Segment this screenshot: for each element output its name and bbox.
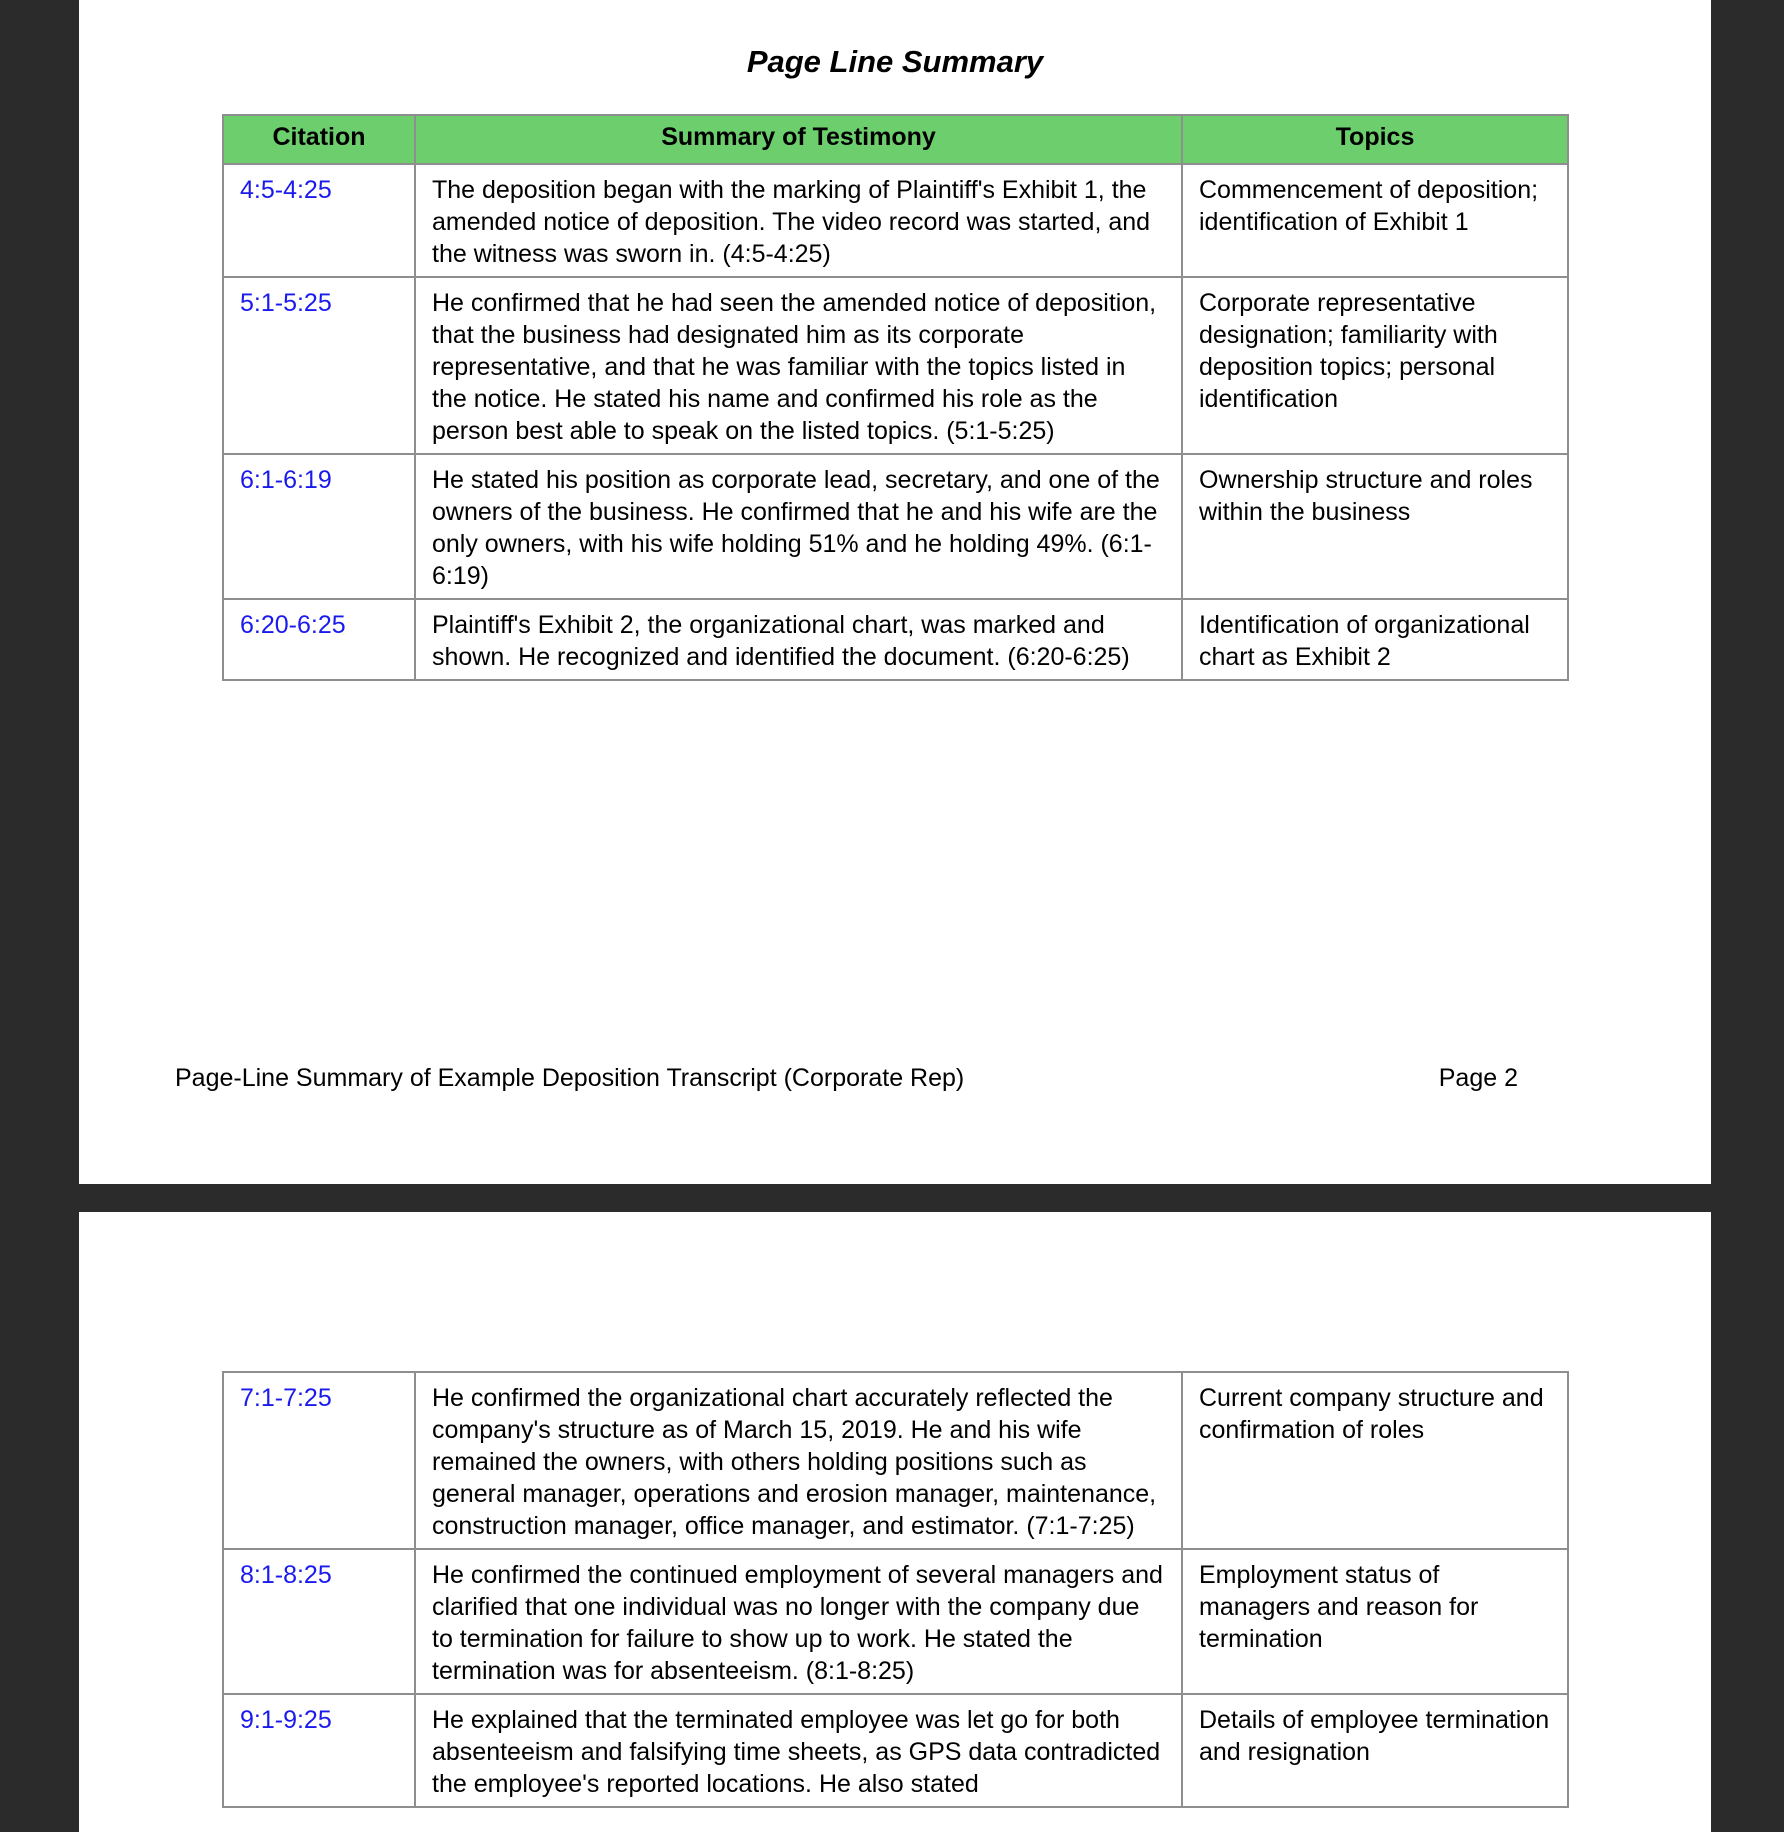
- summary-cell: He confirmed the continued employment of several managers and clarified that one individual was no longer with the company due to termination for failure to show up to work. He stated the termination was for absenteeism. (8:1-8:25): [415, 1549, 1182, 1694]
- citation-cell: [223, 1372, 415, 1549]
- table-row: [223, 1372, 1568, 1549]
- column-header-topics: Topics: [1182, 115, 1568, 164]
- table-row: [223, 454, 1568, 599]
- summary-cell: He stated his position as corporate lead, secretary, and one of the owners of the business. He confirmed that he and his wife are the only owners, with his wife holding 51% and he holding 49%. (6:1-6:19): [415, 454, 1182, 599]
- column-header-citation: Citation: [223, 115, 415, 164]
- document-page-2: [79, 0, 1711, 1184]
- topics-cell: Commencement of deposition; identification of Exhibit 1: [1182, 164, 1568, 277]
- page-title: Page Line Summary: [746, 44, 1044, 79]
- topics-cell: Employment status of managers and reason for termination: [1182, 1549, 1568, 1694]
- table-header-row: [223, 115, 1568, 164]
- footer-document-title: Page-Line Summary of Example Deposition Transcript (Corporate Rep): [175, 1064, 965, 1092]
- table-row: [223, 599, 1568, 680]
- topics-cell: Details of employee termination and resignation: [1182, 1694, 1568, 1807]
- citation-cell: [223, 1694, 415, 1807]
- summary-cell: The deposition began with the marking of Plaintiff's Exhibit 1, the amended notice of deposition. The video record was started, and the witness was sworn in. (4:5-4:25): [415, 164, 1182, 277]
- summary-cell: He confirmed the organizational chart accurately reflected the company's structure as of March 15, 2019. He and his wife remained the owners, with others holding positions such as general manager, operations and erosion manager, maintenance, construction manager, office manager, and estimator. (7:1-7:25): [415, 1372, 1182, 1549]
- topics-cell: Current company structure and confirmation of roles: [1182, 1372, 1568, 1549]
- citation-link[interactable]: 8:1-8:25: [240, 1561, 332, 1589]
- citation-cell: [223, 1549, 415, 1694]
- summary-cell: He confirmed that he had seen the amended notice of deposition, that the business had designated him as its corporate representative, and that he was familiar with the topics listed in the notice. He stated his name and confirmed his role as the person best able to speak on the listed topics. (5:1-5:25): [415, 277, 1182, 454]
- citation-link[interactable]: 9:1-9:25: [240, 1706, 332, 1734]
- citation-link[interactable]: 4:5-4:25: [240, 176, 332, 204]
- footer-page-number: Page 2: [1438, 1064, 1518, 1092]
- citation-cell: [223, 454, 415, 599]
- summary-cell: Plaintiff's Exhibit 2, the organizational chart, was marked and shown. He recognized and identified the document. (6:20-6:25): [415, 599, 1182, 680]
- table-row: [223, 277, 1568, 454]
- summary-table: [222, 114, 1569, 681]
- citation-link[interactable]: 6:20-6:25: [240, 611, 346, 639]
- citation-link[interactable]: 5:1-5:25: [240, 289, 332, 317]
- citation-cell: [223, 164, 415, 277]
- citation-cell: [223, 599, 415, 680]
- topics-cell: Ownership structure and roles within the business: [1182, 454, 1568, 599]
- summary-table: [222, 1371, 1569, 1808]
- citation-link[interactable]: 6:1-6:19: [240, 466, 332, 494]
- topics-cell: Corporate representative designation; familiarity with deposition topics; personal identification: [1182, 277, 1568, 454]
- document-page-3: [79, 1212, 1711, 1832]
- citation-cell: [223, 277, 415, 454]
- summary-cell: He explained that the terminated employee was let go for both absenteeism and falsifying time sheets, as GPS data contradicted the employee's reported locations. He also stated: [415, 1694, 1182, 1807]
- table-row: [223, 1549, 1568, 1694]
- column-header-summary: Summary of Testimony: [415, 115, 1182, 164]
- table-row: [223, 1694, 1568, 1807]
- table-row: [223, 164, 1568, 277]
- topics-cell: Identification of organizational chart as Exhibit 2: [1182, 599, 1568, 680]
- citation-link[interactable]: 7:1-7:25: [240, 1384, 332, 1412]
